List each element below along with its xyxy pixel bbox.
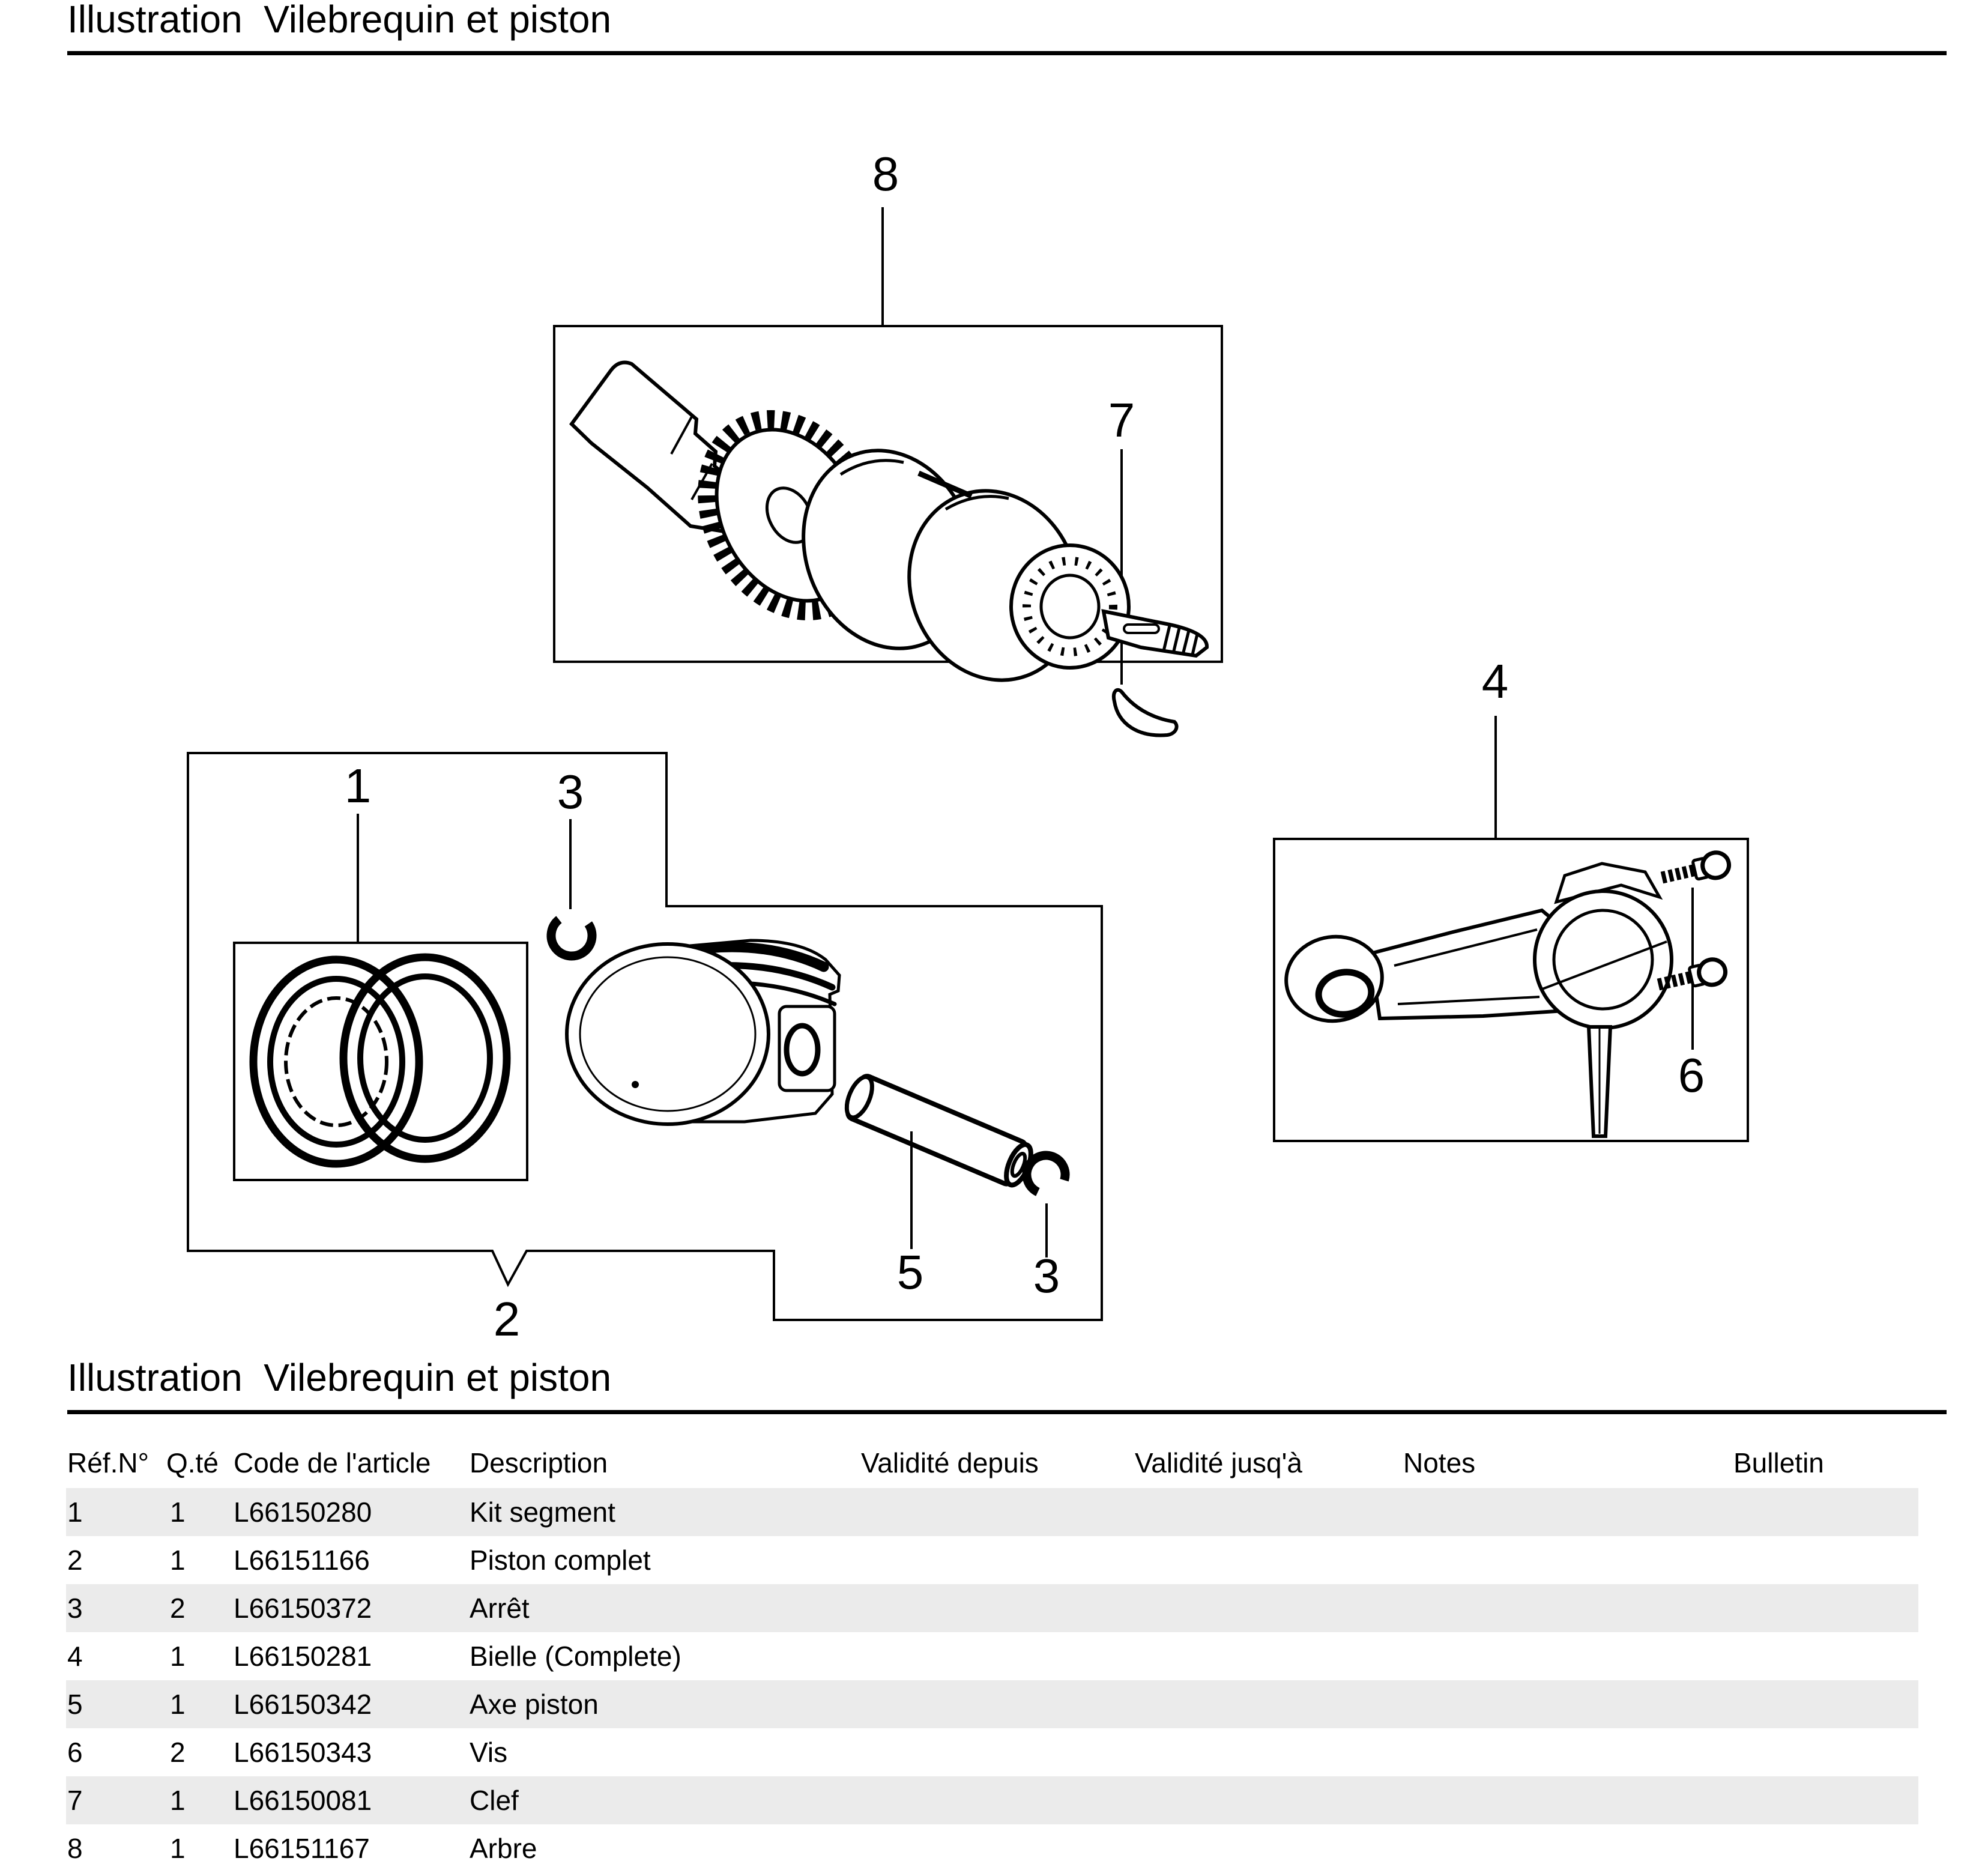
table-row <box>66 1824 1918 1872</box>
table-row <box>66 1632 1918 1680</box>
cell-qty: 2 <box>170 1737 186 1768</box>
header-ref: Réf.N° <box>67 1447 149 1478</box>
cell-qty: 1 <box>170 1545 186 1576</box>
cell-description: Arrêt <box>470 1593 530 1624</box>
table-row <box>66 1536 1918 1584</box>
cell-description: Axe piston <box>470 1689 599 1720</box>
callout-7: 7 <box>1108 393 1135 447</box>
cell-ref: 1 <box>67 1496 83 1528</box>
cell-qty: 1 <box>170 1689 186 1720</box>
callout-3-top: 3 <box>557 765 584 818</box>
cell-code: L66150081 <box>234 1785 372 1816</box>
callout-6: 6 <box>1678 1048 1705 1102</box>
cell-ref: 8 <box>67 1833 83 1864</box>
callout-8: 8 <box>872 147 899 201</box>
header-description: Description <box>470 1447 608 1478</box>
table-row <box>66 1776 1918 1824</box>
table-row <box>66 1728 1918 1776</box>
cell-code: L66150343 <box>234 1737 372 1768</box>
circlip-top-drawing <box>543 907 600 964</box>
header-bulletin: Bulletin <box>1733 1447 1824 1478</box>
cell-code: L66151166 <box>234 1545 370 1576</box>
cell-code: L66150281 <box>234 1641 372 1672</box>
callout-1: 1 <box>344 759 372 812</box>
cell-description: Kit segment <box>470 1496 615 1528</box>
cell-code: L66150280 <box>234 1496 372 1528</box>
cell-qty: 1 <box>170 1833 186 1864</box>
header-valid-from: Validité depuis <box>861 1447 1039 1478</box>
section-title: Illustration Vilebrequin et piston <box>67 1356 612 1399</box>
callout-3-bottom: 3 <box>1033 1249 1060 1303</box>
cell-qty: 1 <box>170 1496 186 1528</box>
header-valid-to: Validité jusq'à <box>1135 1447 1302 1478</box>
cell-code: L66150342 <box>234 1689 372 1720</box>
cell-code: L66150372 <box>234 1593 372 1624</box>
key-crescent-drawing <box>1114 690 1177 736</box>
callout-2: 2 <box>493 1292 521 1346</box>
section-divider <box>67 1410 1947 1414</box>
cell-description: Vis <box>470 1737 508 1768</box>
cell-description: Bielle (Complete) <box>470 1641 681 1672</box>
cell-code: L66151167 <box>234 1833 370 1864</box>
table-row <box>66 1680 1918 1728</box>
cell-description: Piston complet <box>470 1545 651 1576</box>
cell-ref: 5 <box>67 1689 83 1720</box>
cell-ref: 4 <box>67 1641 83 1672</box>
callout-4: 4 <box>1481 655 1509 708</box>
cell-ref: 2 <box>67 1545 83 1576</box>
header-code: Code de l'article <box>234 1447 431 1478</box>
cell-ref: 7 <box>67 1785 83 1816</box>
piston-rings-drawing <box>253 957 507 1164</box>
piston-pin-drawing <box>841 1073 1036 1190</box>
cell-qty: 1 <box>170 1785 186 1816</box>
header-notes: Notes <box>1403 1447 1476 1478</box>
cell-description: Arbre <box>470 1833 537 1864</box>
cell-description: Clef <box>470 1785 519 1816</box>
piston-drawing <box>567 940 839 1124</box>
table-row <box>66 1584 1918 1632</box>
rod-bolt-1-drawing <box>1659 850 1732 890</box>
page-title: Illustration Vilebrequin et piston <box>67 0 612 41</box>
cell-ref: 6 <box>67 1737 83 1768</box>
cell-qty: 2 <box>170 1593 186 1624</box>
connecting-rod-drawing <box>1281 864 1672 1136</box>
callout-5: 5 <box>896 1245 924 1299</box>
cell-ref: 3 <box>67 1593 83 1624</box>
header-qty: Q.té <box>166 1447 219 1478</box>
table-row <box>66 1488 1918 1536</box>
cell-qty: 1 <box>170 1641 186 1672</box>
parts-table-header <box>0 1444 1985 1482</box>
